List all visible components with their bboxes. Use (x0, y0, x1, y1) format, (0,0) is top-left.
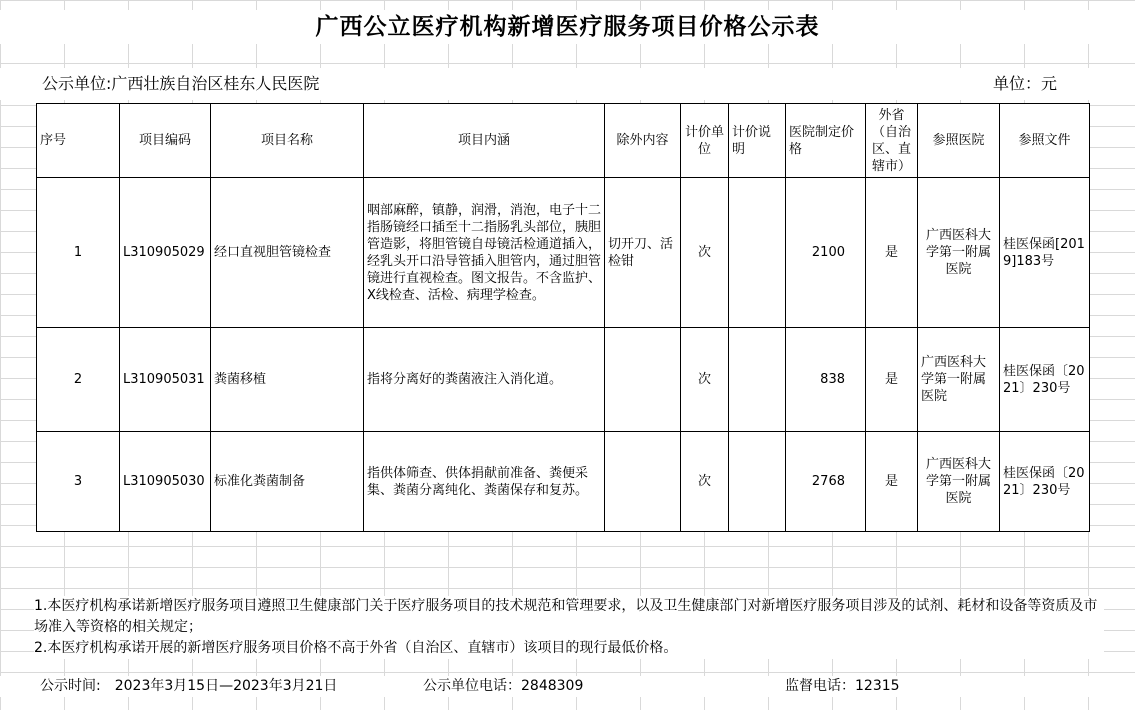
publish-time-label: 公示时间: (40, 678, 101, 694)
cell-ref-hospital: 广西医科大学第一附属医院 (918, 178, 1000, 328)
table-header-row (37, 104, 1090, 178)
header-name: 项目名称 (211, 104, 364, 178)
header-unit: 计价单位 (681, 104, 729, 178)
cell-pricing-note (729, 328, 786, 432)
cell-index: 2 (37, 328, 120, 432)
page-title: 广西公立医疗机构新增医疗服务项目价格公示表 (0, 10, 1135, 44)
header-outside: 外省（自治区、直辖市） (866, 104, 918, 178)
table-row (37, 328, 1090, 432)
header-excluded: 除外内容 (605, 104, 681, 178)
cell-outside: 是 (866, 432, 918, 532)
cell-ref-hospital: 广西医科大学第一附属医院 (918, 432, 1000, 532)
note-item: 2.本医疗机构承诺开展的新增医疗服务项目价格不高于外省（自治区、直辖市）该项目的现行最低价格。 (34, 640, 678, 656)
cell-excluded (605, 432, 681, 532)
cell-excluded (605, 328, 681, 432)
header-ref-doc: 参照文件 (1000, 104, 1090, 178)
cell-excluded: 切开刀、活检钳 (605, 178, 681, 328)
header-pricing-note: 计价说明 (729, 104, 786, 178)
header-index: 序号 (37, 104, 120, 178)
cell-content: 咽部麻醉，镇静，润滑，消泡，电子十二指肠镜经口插至十二指肠乳头部位，胰胆管造影，将胆管镜自母镜活检通道插入，经乳头开口沿导管插入胆管内，通过胆管镜进行直视检查。图文报告。不含监护、X线检查、活检、病理学检查。 (364, 178, 605, 328)
publish-time-value: 2023年3月15日—2023年3月21日 (114, 678, 338, 694)
cell-name: 经口直视胆管镜检查 (211, 178, 364, 328)
header-price: 医院制定价格 (786, 104, 866, 178)
unit-phone: 公示单位电话：2848309 (423, 678, 584, 694)
footer (0, 676, 1135, 697)
cell-outside: 是 (866, 178, 918, 328)
info-row (0, 68, 1135, 100)
publish-time (40, 676, 337, 697)
supervise-phone: 监督电话：12315 (785, 678, 900, 694)
note-item: 1.本医疗机构承诺新增医疗服务项目遵照卫生健康部门关于医疗服务项目的技术规范和管理要求，以及卫生健康部门对新增医疗服务项目涉及的试剂、耗材和设备等资质及市场准入等资格的相关规定； (34, 598, 1098, 635)
cell-ref-doc: 桂医保函〔2021〕230号 (1000, 432, 1090, 532)
table-row (37, 432, 1090, 532)
cell-code: L310905030 (120, 432, 211, 532)
publishing-unit: 公示单位:广西壮族自治区桂东人民医院 (42, 74, 320, 93)
header-code: 项目编码 (120, 104, 211, 178)
cell-price: 2100 (786, 178, 866, 328)
cell-code: L310905029 (120, 178, 211, 328)
cell-index: 1 (37, 178, 120, 328)
cell-content: 指供体筛查、供体捐献前准备、粪便采集、粪菌分离纯化、粪菌保存和复苏。 (364, 432, 605, 532)
currency-unit: 单位：元 (993, 74, 1058, 93)
cell-name: 标准化粪菌制备 (211, 432, 364, 532)
notes (34, 596, 1104, 659)
cell-code: L310905031 (120, 328, 211, 432)
cell-ref-hospital: 广西医科大学第一附属医院 (918, 328, 1000, 432)
cell-price: 838 (786, 328, 866, 432)
cell-content: 指将分离好的粪菌液注入消化道。 (364, 328, 605, 432)
cell-pricing-note (729, 178, 786, 328)
price-table (36, 103, 1090, 532)
cell-index: 3 (37, 432, 120, 532)
table-row (37, 178, 1090, 328)
cell-unit: 次 (681, 432, 729, 532)
cell-outside: 是 (866, 328, 918, 432)
cell-name: 粪菌移植 (211, 328, 364, 432)
cell-unit: 次 (681, 178, 729, 328)
cell-ref-doc: 桂医保函〔2021〕230号 (1000, 328, 1090, 432)
cell-pricing-note (729, 432, 786, 532)
header-content: 项目内涵 (364, 104, 605, 178)
cell-price: 2768 (786, 432, 866, 532)
cell-ref-doc: 桂医保函[2019]183号 (1000, 178, 1090, 328)
cell-unit: 次 (681, 328, 729, 432)
header-ref-hospital: 参照医院 (918, 104, 1000, 178)
